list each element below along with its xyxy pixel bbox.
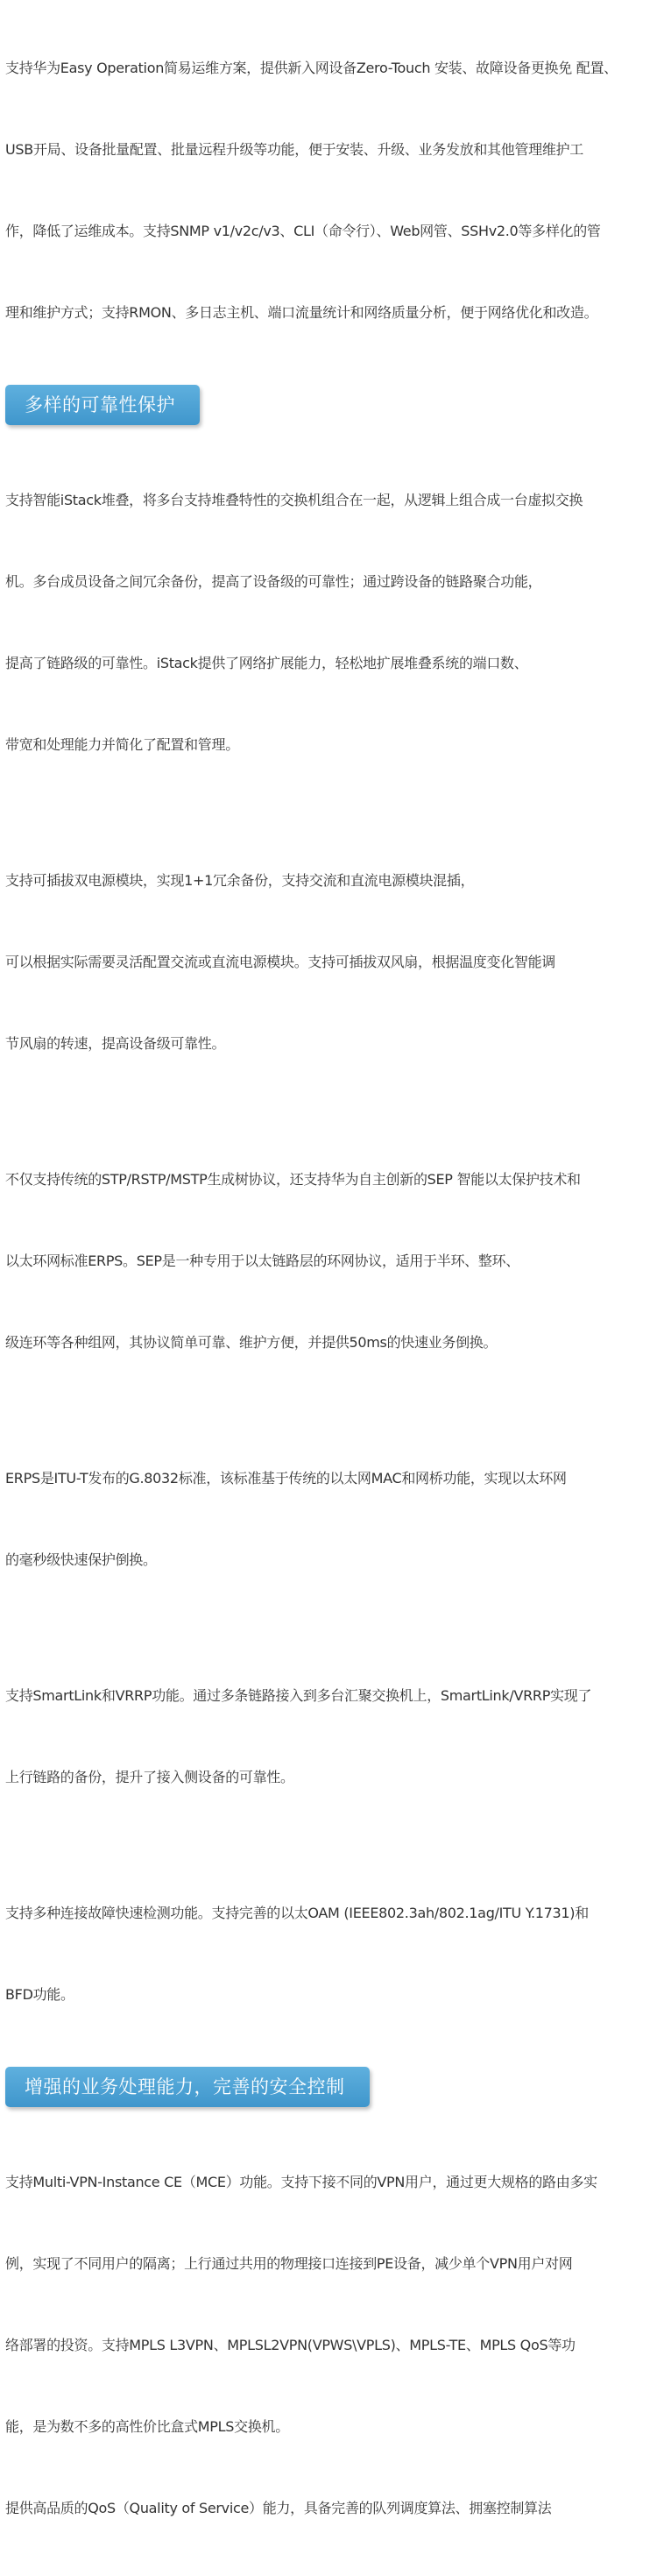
paragraph-mce (0, 2114, 657, 2576)
text-line: ERPS是ITU-T发布的G.8032标准，该标准基于传统的以太网MAC和网桥功能，实现以太环网 (5, 1470, 567, 1487)
paragraph-stp-sep (0, 1111, 657, 1410)
text-line: 支持智能iStack堆叠，将多台支持堆叠特性的交换机组合在一起，从逻辑上组合成一台虚拟交换 (5, 492, 583, 508)
section-heading-reliability: 多样的可靠性保护 (5, 385, 200, 425)
paragraph-erps (0, 1410, 657, 1628)
text-line: 带宽和处理能力并简化了配置和管理。 (5, 736, 239, 753)
text-line: 提高了链路级的可靠性。iStack提供了网络扩展能力，轻松地扩展堆叠系统的端口数、 (5, 655, 528, 671)
paragraph-oam (0, 1845, 657, 2062)
text-line: 不仅支持传统的STP/RSTP/MSTP生成树协议，还支持华为自主创新的SEP 智能以太保护技术和 (5, 1171, 581, 1188)
text-line: 的毫秒级快速保护倒换。 (5, 1551, 157, 1568)
text-line: 以太环网标准ERPS。SEP是一种专用于以太链路层的环网协议，适用于半环、整环、 (5, 1253, 519, 1269)
paragraph-smartlink (0, 1628, 657, 1845)
text-line: 支持SmartLink和VRRP功能。通过多条链路接入到多台汇聚交换机上，SmartLink/VRRP实现了 (5, 1687, 592, 1704)
text-line: 支持多种连接故障快速检测功能。支持完善的以太OAM (IEEE802.3ah/802.1ag/ITU Y.1731)和 (5, 1905, 589, 1921)
text-line: 可以根据实际需要灵活配置交流或直流电源模块。支持可插拔双风扇，根据温度变化智能调 (5, 954, 556, 970)
text-line: 例，实现了不同用户的隔离；上行通过共用的物理接口连接到PE设备，减少单个VPN用户对网 (5, 2255, 573, 2272)
text-line: 支持华为Easy Operation简易运维方案，提供新入网设备Zero-Touch 安装、故障设备更换免 配置、 (5, 60, 618, 76)
paragraph-istack (0, 432, 657, 813)
text-line: 节风扇的转速，提高设备级可靠性。 (5, 1035, 226, 1052)
text-line: 级连环等各种组网，其协议简单可靠、维护方便，并提供50ms的快速业务倒换。 (5, 1334, 498, 1351)
text-line: 能，是为数不多的高性价比盒式MPLS交换机。 (5, 2418, 289, 2435)
text-line: USB开局、设备批量配置、批量远程升级等功能，便于安装、升级、业务发放和其他管理维护工 (5, 141, 583, 158)
text-line: 机。多台成员设备之间冗余备份，提高了设备级的可靠性；通过跨设备的链路聚合功能， (5, 573, 542, 590)
intro-paragraph (0, 0, 657, 380)
text-line: BFD功能。 (5, 1986, 74, 2003)
text-line: 络部署的投资。支持MPLS L3VPN、MPLSL2VPN(VPWS\VPLS)、MPLS-TE、MPLS QoS等功 (5, 2337, 576, 2353)
section-heading-security: 增强的业务处理能力，完善的安全控制 (5, 2067, 370, 2107)
text-line: 理和维护方式；支持RMON、多日志主机、端口流量统计和网络质量分析，便于网络优化和改造。 (5, 304, 598, 321)
text-line: 提供高品质的QoS（Quality of Service）能力，具备完善的队列调度算法、拥塞控制算法 (5, 2500, 552, 2516)
paragraph-power-fan (0, 813, 657, 1111)
text-line: 支持可插拔双电源模块，实现1+1冗余备份，支持交流和直流电源模块混插， (5, 872, 475, 889)
text-line: 作，降低了运维成本。支持SNMP v1/v2c/v3、CLI（命令行）、Web网管、SSHv2.0等多样化的管 (5, 223, 601, 239)
text-line: 上行链路的备份，提升了接入侧设备的可靠性。 (5, 1769, 294, 1785)
text-line: 支持Multi-VPN-Instance CE（MCE）功能。支持下接不同的VPN用户，通过更大规格的路由多实 (5, 2174, 597, 2190)
